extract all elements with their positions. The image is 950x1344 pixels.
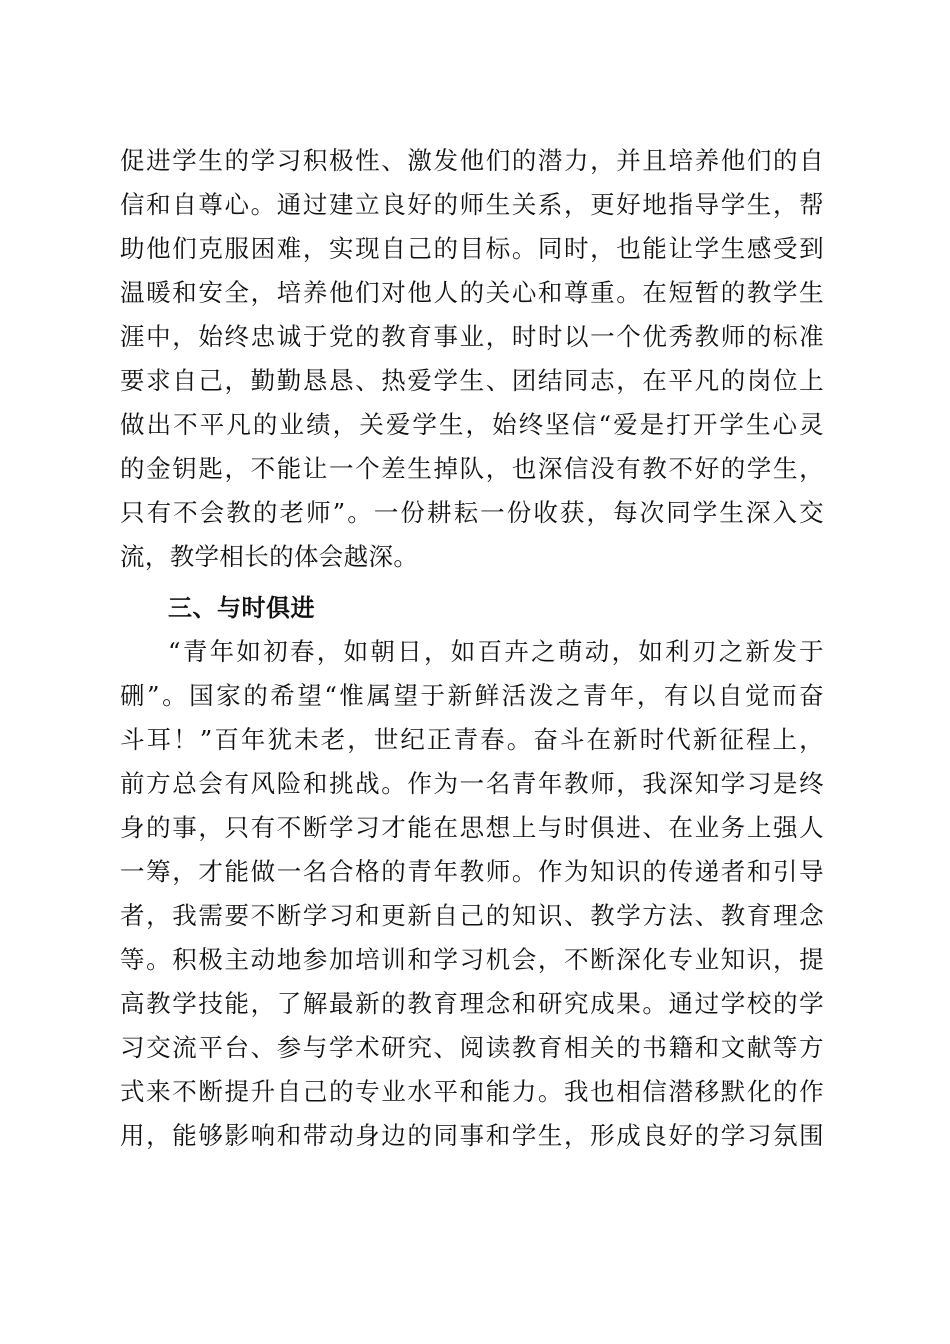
paragraph-line: 流，教学相长的体会越深。 — [120, 542, 419, 571]
paragraph-line: 身的事，只有不断学习才能在思想上与时俱进、在业务上强人 — [120, 813, 824, 842]
paragraph-line: “青年如初春，如朝日，如百卉之萌动，如利刃之新发于 — [168, 637, 824, 666]
paragraph-line: 要求自己，勤勤恳恳、热爱学生、团结同志，在平凡的岗位上 — [120, 366, 824, 395]
paragraph-line: 一筹，才能做一名合格的青年教师。作为知识的传递者和引导 — [120, 857, 824, 886]
paragraph-line: 式来不断提升自己的专业水平和能力。我也相信潜移默化的作 — [120, 1077, 824, 1106]
paragraph-line: 等。积极主动地参加培训和学习机会，不断深化专业知识，提 — [120, 945, 824, 974]
paragraph-line: 硎”。国家的希望“惟属望于新鲜活泼之青年，有以自觉而奋 — [120, 681, 824, 710]
paragraph-line: 只有不会教的老师”。一份耕耘一份收获，每次同学生深入交 — [120, 498, 824, 527]
paragraph-line: 涯中，始终忠诚于党的教育事业，时时以一个优秀教师的标准 — [120, 322, 824, 351]
paragraph-line: 用，能够影响和带动身边的同事和学生，形成良好的学习氛围 — [120, 1121, 824, 1150]
paragraph-line: 信和自尊心。通过建立良好的师生关系，更好地指导学生，帮 — [120, 190, 824, 219]
paragraph-line: 促进学生的学习积极性、激发他们的潜力，并且培养他们的自 — [120, 146, 824, 175]
paragraph-line: 斗耳！”百年犹未老，世纪正青春。奋斗在新时代新征程上， — [120, 725, 824, 754]
paragraph-line: 助他们克服困难，实现自己的目标。同时，也能让学生感受到 — [120, 234, 824, 263]
paragraph-line: 做出不平凡的业绩，关爱学生，始终坚信“爱是打开学生心灵 — [120, 410, 824, 439]
paragraph-keep-pace-with-times — [120, 630, 824, 1158]
paragraph-line: 前方总会有风险和挑战。作为一名青年教师，我深知学习是终 — [120, 769, 824, 798]
paragraph-line: 的金钥匙，不能让一个差生掉队，也深信没有教不好的学生， — [120, 454, 824, 483]
paragraph-line: 者，我需要不断学习和更新自己的知识、教学方法、教育理念 — [120, 901, 824, 930]
paragraph-line: 温暖和安全，培养他们对他人的关心和尊重。在短暂的教学生 — [120, 278, 824, 307]
section-heading: 三、与时俱进 — [168, 594, 315, 622]
paragraph-line: 高教学技能，了解最新的教育理念和研究成果。通过学校的学 — [120, 989, 824, 1018]
paragraph-teacher-student-relationship — [120, 139, 824, 579]
paragraph-line: 习交流平台、参与学术研究、阅读教育相关的书籍和文献等方 — [120, 1033, 824, 1062]
